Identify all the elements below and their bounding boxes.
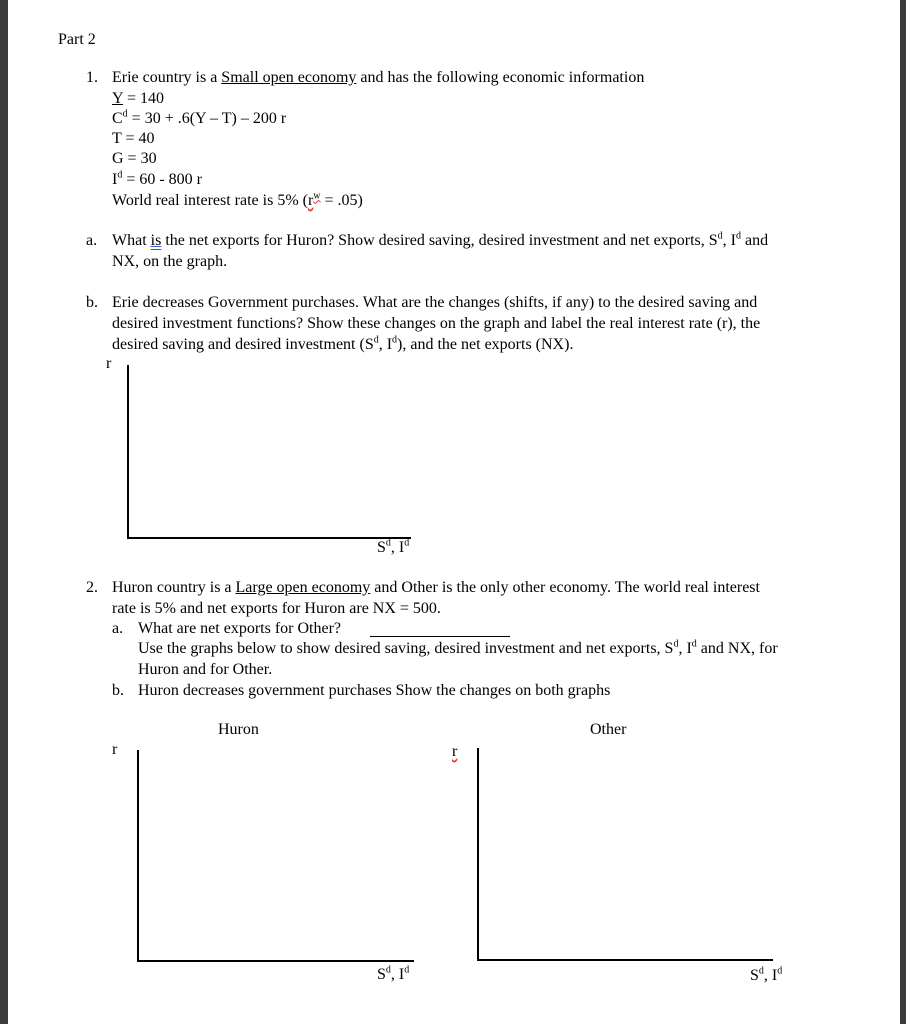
other-graph-y-label: r <box>452 743 458 760</box>
q1-intro: Erie country is a Small open economy and has the following economic information <box>112 69 645 86</box>
q2-intro: Huron country is a Large open economy and Other is the only other economy. The world real interest <box>112 579 760 596</box>
q1-eq-t: T = 40 <box>112 130 155 147</box>
right-window-edge <box>900 0 906 1024</box>
q2b-text: Huron decreases government purchases Show the changes on both graphs <box>138 682 611 699</box>
huron-graph-x-label: $S^d$, $I^d$ <box>377 964 410 983</box>
q2b-label: b. <box>112 682 124 699</box>
q1-graph-y-axis <box>127 365 129 538</box>
q1-number: 1. <box>86 69 98 86</box>
left-window-edge <box>0 0 8 1024</box>
q1-eq-i: $I^d = 60 - 800$ r <box>112 169 203 188</box>
q1b-line3: desired saving and desired investment ($S^d$, $I^d$), and the net exports (NX). <box>112 334 574 353</box>
q1a-line1: What is the net exports for Huron? Show desired saving, desired investment and net exports, $S^d$, $I^d$ and <box>112 230 769 249</box>
q2-intro-line2: rate is 5% and net exports for Huron are NX = 500. <box>112 600 441 617</box>
q1-world-rate: World real interest rate is 5% $(r^w = .05)$ <box>112 190 363 209</box>
q2a-question: What are net exports for Other? <box>138 620 342 637</box>
q2a-label: a. <box>112 620 124 637</box>
part-title: Part 2 <box>58 31 96 48</box>
huron-graph-x-axis <box>137 960 414 962</box>
q1-eq-g: G = 30 <box>112 150 157 167</box>
q1b-line1: Erie decreases Government purchases. What are the changes (shifts, if any) to the desired saving and <box>112 294 758 311</box>
huron-graph-y-label: r <box>112 741 118 758</box>
other-graph-x-label: $S^d$, $I^d$ <box>750 965 783 984</box>
q2a-line3: Huron and for Other. <box>138 661 273 678</box>
q2a-answer-blank[interactable] <box>370 636 510 637</box>
q1-graph-x-label: $S^d$, $I^d$ <box>377 537 410 556</box>
huron-graph-y-axis <box>137 750 139 961</box>
huron-graph-title: Huron <box>218 721 259 738</box>
q1a-label: a. <box>86 232 98 249</box>
q1-graph-x-axis <box>127 537 411 539</box>
q1-graph-y-label: r <box>106 355 112 372</box>
other-graph-title: Other <box>590 721 627 738</box>
q2a-line2: Use the graphs below to show desired saving, desired investment and net exports, $S^d$, $I^d$ and NX, for <box>138 638 778 657</box>
other-graph-x-axis <box>477 959 773 961</box>
q1a-line2: NX, on the graph. <box>112 253 228 270</box>
q2-number: 2. <box>86 579 98 596</box>
q1b-line2: desired investment functions? Show these changes on the graph and label the real interest rate (r), the <box>112 315 761 332</box>
other-graph-y-axis <box>477 748 479 960</box>
q1b-label: b. <box>86 294 98 311</box>
q1-eq-c: $C^d = 30 + .6(Y - T) - 200$ r <box>112 108 287 127</box>
q1-eq-y: Y = 140 <box>112 90 164 107</box>
